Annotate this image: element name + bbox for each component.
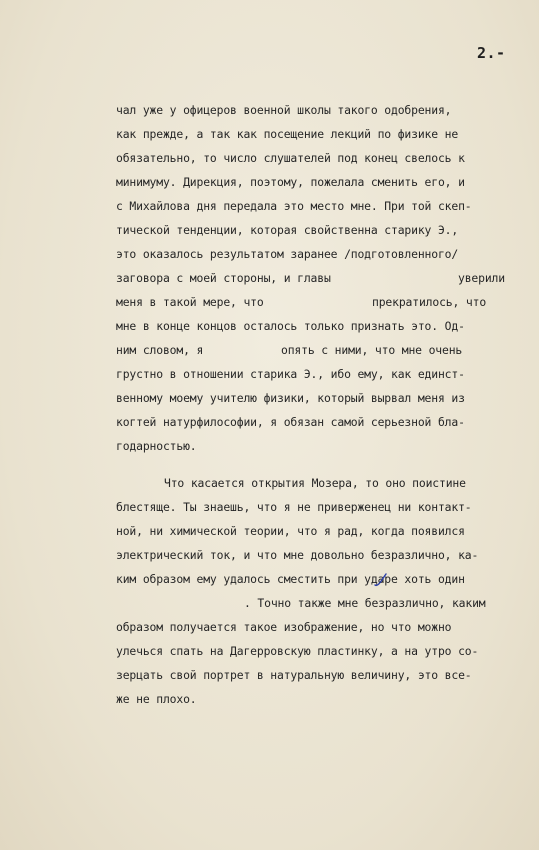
- text-line: же не плохо.: [116, 692, 197, 706]
- text-line: венному моему учителю физики, который вырвал меня из: [116, 391, 465, 405]
- text-segment: уверили: [458, 271, 505, 285]
- text-segment: ним словом, я: [116, 343, 204, 357]
- text-line: [116, 266, 516, 290]
- body-text: [116, 98, 516, 711]
- text-line: зерцать свой портрет в натуральную величину, это все-: [116, 668, 472, 682]
- text-line: чал уже у офицеров военной школы такого одобрения,: [116, 103, 452, 117]
- page-number: 2.-: [477, 44, 506, 62]
- text-line: с Михайлова дня передала это место мне. При той скеп-: [116, 199, 472, 213]
- text-line: ким образом ему удалось сместить при ударе хоть один: [116, 567, 516, 591]
- text-segment: меня в такой мере, что: [116, 295, 264, 309]
- text-line: электрический ток, и что мне довольно безразлично, ка-: [116, 548, 479, 562]
- text-line: это оказалось результатом заранее /подготовленного/: [116, 247, 459, 261]
- text-line: тической тенденции, которая свойственна старику Э.,: [116, 223, 459, 237]
- text-line: [116, 338, 516, 362]
- text-line: улечься спать на Дагерровскую пластинку, а на утро со-: [116, 644, 479, 658]
- text-segment: опять с ними, что мне очень: [281, 343, 463, 357]
- text-line: образом получается такое изображение, но что можно: [116, 620, 452, 634]
- text-line: [116, 290, 516, 314]
- text-segment: . Точно также мне безразлично, каким: [244, 596, 486, 610]
- text-line: блестяще. Ты знаешь, что я не приверженец ни контакт-: [116, 500, 472, 514]
- paragraph-gap: [116, 458, 516, 471]
- text-line: Что касается открытия Мозера, то оно поистине: [164, 476, 466, 490]
- text-line: ной, ни химической теории, что я рад, когда появился: [116, 524, 465, 538]
- text-line: минимуму. Дирекция, поэтому, пожелала сменить его, и: [116, 175, 465, 189]
- text-line: обязательно, то число слушателей под конец свелось к: [116, 151, 465, 165]
- text-line: как прежде, а так как посещение лекций по физике не: [116, 127, 459, 141]
- text-line: когтей натурфилософии, я обязан самой серьезной бла-: [116, 415, 465, 429]
- pen-correction-mark: [373, 571, 389, 589]
- text-segment: заговора с моей стороны, и главы: [116, 271, 331, 285]
- text-line: годарностью.: [116, 439, 197, 453]
- text-line: мне в конце концов осталось только признать это. Од-: [116, 319, 465, 333]
- text-line: [116, 591, 516, 615]
- text-segment: прекратилось, что: [372, 295, 487, 309]
- text-line: грустно в отношении старика Э., ибо ему, как единст-: [116, 367, 465, 381]
